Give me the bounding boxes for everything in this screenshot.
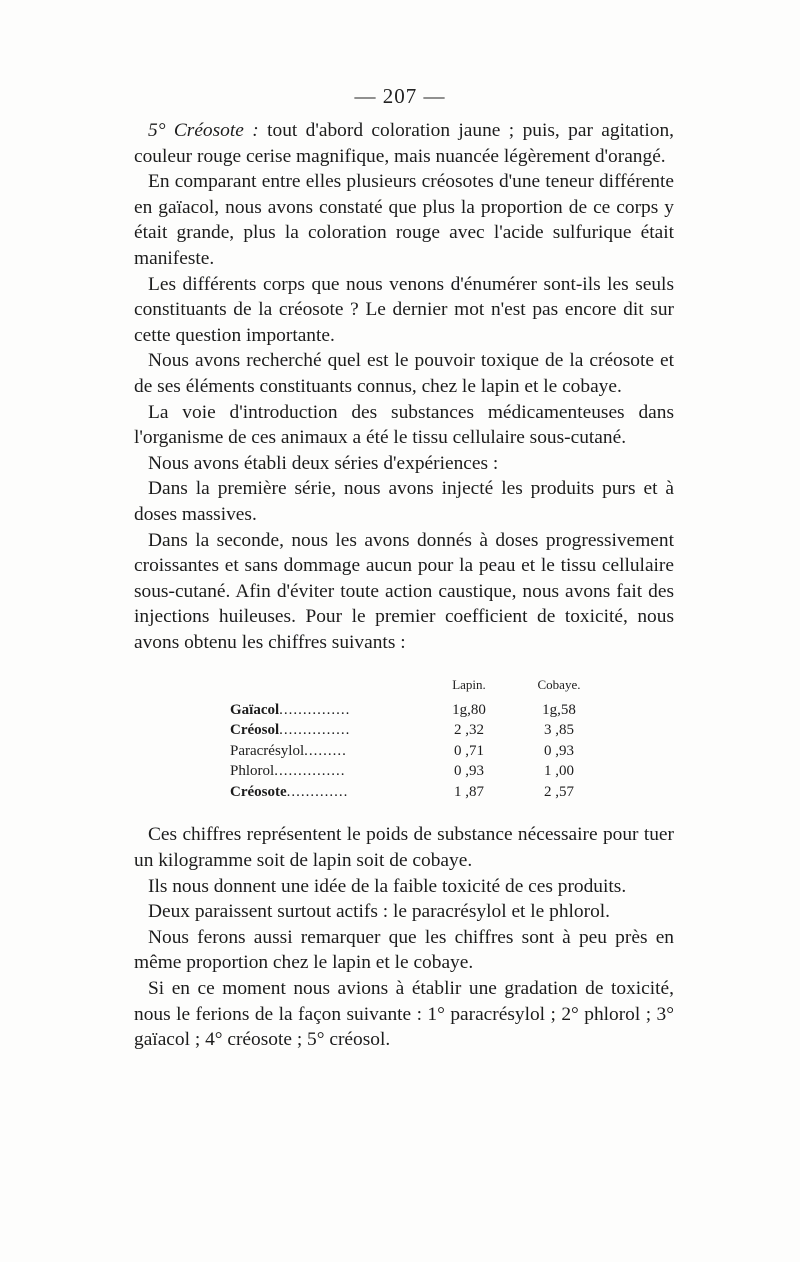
paragraph-text: Nous avons recherché quel est le pouvoir toxique de la créosote et de ses éléments constituants connus, chez le lapin et le cobaye. [134, 350, 674, 397]
paragraph [134, 348, 674, 399]
paragraph-text: Ils nous donnent une idée de la faible toxicité de ces produits. [148, 875, 627, 897]
paragraph [134, 451, 674, 477]
paragraph-text: tout d'abord coloration jaune ; puis, par agitation, couleur rouge cerise magnifique, mais nuancée légèrement d'orangé. [134, 120, 674, 167]
paragraph-text: Ces chiffres représentent le poids de substance nécessaire pour tuer un kilogramme soit de lapin soit de cobaye. [134, 824, 674, 872]
lapin-value: 0 ,71 [454, 742, 484, 759]
paragraph-text: Si en ce moment nous avions à établir une gradation de toxicité, nous le ferions de la façon suivante : 1° paracrésylol ; 2° phlorol ; 3° gaïacol ; 4° créosote ; 5° créosol. [134, 978, 674, 1051]
table-header-row [230, 675, 674, 696]
substance-name: Gaïacol [230, 701, 280, 718]
paragraph [134, 528, 674, 656]
substance-name: Paracrésylol [230, 742, 305, 759]
substance-name: Phlorol [230, 763, 275, 780]
header-lapin: Lapin. [452, 677, 486, 693]
lapin-value: 1g,80 [452, 701, 486, 718]
paragraph-lead: 5° Créosote : [148, 120, 259, 141]
cobaye-value: 1 ,00 [544, 763, 574, 780]
toxicity-table [134, 675, 674, 802]
lapin-value: 1 ,87 [454, 783, 484, 800]
leader-dots: ............. [286, 783, 349, 800]
leader-dots: ............... [279, 722, 351, 739]
paragraph [134, 899, 674, 925]
cobaye-value: 2 ,57 [544, 783, 574, 800]
body-text [134, 118, 674, 1053]
lapin-value: 0 ,93 [454, 763, 484, 780]
paragraph-text: Dans la première série, nous avons injecté les produits purs et à doses massives. [134, 478, 674, 525]
paragraph-text: La voie d'introduction des substances médicamenteuses dans l'organisme de ces animaux a été le tissu cellulaire sous-cutané. [134, 401, 674, 449]
cobaye-value: 0 ,93 [544, 742, 574, 759]
paragraph [134, 874, 674, 900]
table-row [230, 720, 674, 741]
substance-name: Créosote [230, 783, 287, 800]
paragraph [134, 169, 674, 271]
lapin-value: 2 ,32 [454, 722, 484, 739]
table-row [230, 700, 674, 721]
substance-name: Créosol [230, 722, 280, 739]
cobaye-value: 1g,58 [542, 701, 576, 718]
paragraph [134, 976, 674, 1053]
cobaye-value: 3 ,85 [544, 722, 574, 739]
leader-dots: ............... [274, 763, 346, 780]
table-row [230, 741, 674, 762]
leader-dots: ......... [304, 742, 347, 759]
paragraph [134, 925, 674, 976]
page-number: — 207 — [354, 84, 446, 108]
paragraph-text: Nous ferons aussi remarquer que les chiffres sont à peu près en même proportion chez le lapin et le cobaye. [134, 926, 674, 974]
paragraph-text: Deux paraissent surtout actifs : le paracrésylol et le phlorol. [148, 901, 610, 923]
paragraph-text: Nous avons établi deux séries d'expériences : [148, 452, 499, 474]
table-row [230, 761, 674, 782]
leader-dots: ............... [279, 701, 351, 718]
paragraph [134, 118, 674, 169]
table-row [230, 782, 674, 803]
paragraph-text: Les différents corps que nous venons d'énumérer sont-ils les seuls constituants de la créosote ? Le dernier mot n'est pas encore dit sur cette question importante. [134, 273, 674, 346]
paragraph-text: Dans la seconde, nous les avons donnés à doses progressivement croissantes et sans dommage aucun pour la peau et le tissu cellulaire sous-cutané. Afin d'éviter toute action caustique, nous avons fait des injections huileuses. Pour le premier coefficient de toxicité, nous avons obtenu les chiffres suivants : [134, 529, 674, 653]
paragraph [134, 272, 674, 349]
paragraph [134, 822, 674, 873]
paragraph [134, 400, 674, 451]
header-cobaye: Cobaye. [537, 677, 581, 693]
paragraph-text: En comparant entre elles plusieurs créosotes d'une teneur différente en gaïacol, nous avons constaté que plus la proportion de ce corps y était grande, plus la coloration rouge avec l'acide sulfurique était manifeste. [134, 171, 674, 269]
paragraph [134, 476, 674, 527]
